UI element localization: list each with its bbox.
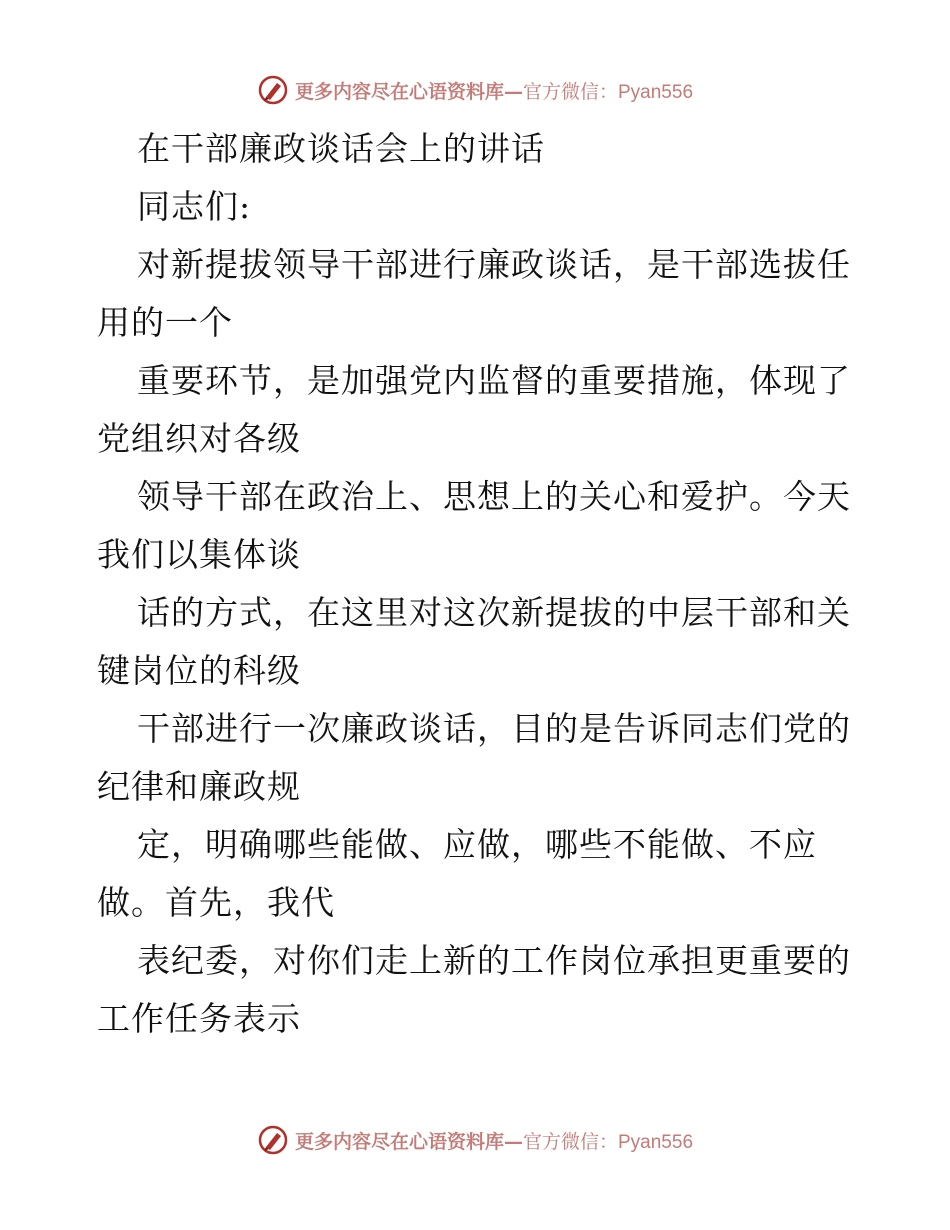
header-watermark-banner [0, 70, 950, 110]
pen-logo-icon [257, 1124, 289, 1156]
paragraph-line: 我们以集体谈 [97, 535, 301, 574]
paragraph-line: 党组织对各级 [97, 419, 301, 458]
paragraph-line: 纪律和廉政规 [97, 767, 301, 806]
banner-content [257, 1124, 693, 1156]
paragraph-line: 定，明确哪些能做、应做，哪些不能做、不应 [137, 825, 817, 864]
banner-separator: — [504, 1130, 523, 1153]
banner-wechat: 官方微信：Pyan556 [523, 81, 694, 103]
paragraph-line: 工作任务表示 [97, 999, 301, 1038]
paragraph-line: 对新提拔领导干部进行廉政谈话，是干部选拔任 [137, 245, 851, 284]
paragraph-line: 领导干部在政治上、思想上的关心和爱护。今天 [137, 477, 851, 516]
paragraph-line: 做。首先，我代 [97, 883, 335, 922]
banner-text [295, 1127, 693, 1154]
banner-wechat: 官方微信：Pyan556 [523, 1131, 694, 1153]
banner-text [295, 77, 693, 104]
salutation: 同志们: [137, 187, 252, 226]
banner-title: 更多内容尽在心语资料库 [294, 1130, 504, 1153]
paragraph-line: 重要环节，是加强党内监督的重要措施，体现了 [137, 361, 851, 400]
paragraph-line: 干部进行一次廉政谈话，目的是告诉同志们党的 [137, 709, 851, 748]
paragraph-line: 用的一个 [97, 303, 233, 342]
banner-title: 更多内容尽在心语资料库 [294, 80, 504, 103]
footer-watermark-banner [0, 1120, 950, 1160]
banner-separator: — [504, 80, 523, 103]
paragraph-line: 键岗位的科级 [97, 651, 301, 690]
banner-content [257, 74, 693, 106]
pen-logo-icon [257, 74, 289, 106]
document-body [97, 120, 857, 1048]
paragraph-line: 话的方式，在这里对这次新提拔的中层干部和关 [137, 593, 851, 632]
document-title: 在干部廉政谈话会上的讲话 [137, 129, 545, 168]
paragraph-line: 表纪委，对你们走上新的工作岗位承担更重要的 [137, 941, 851, 980]
